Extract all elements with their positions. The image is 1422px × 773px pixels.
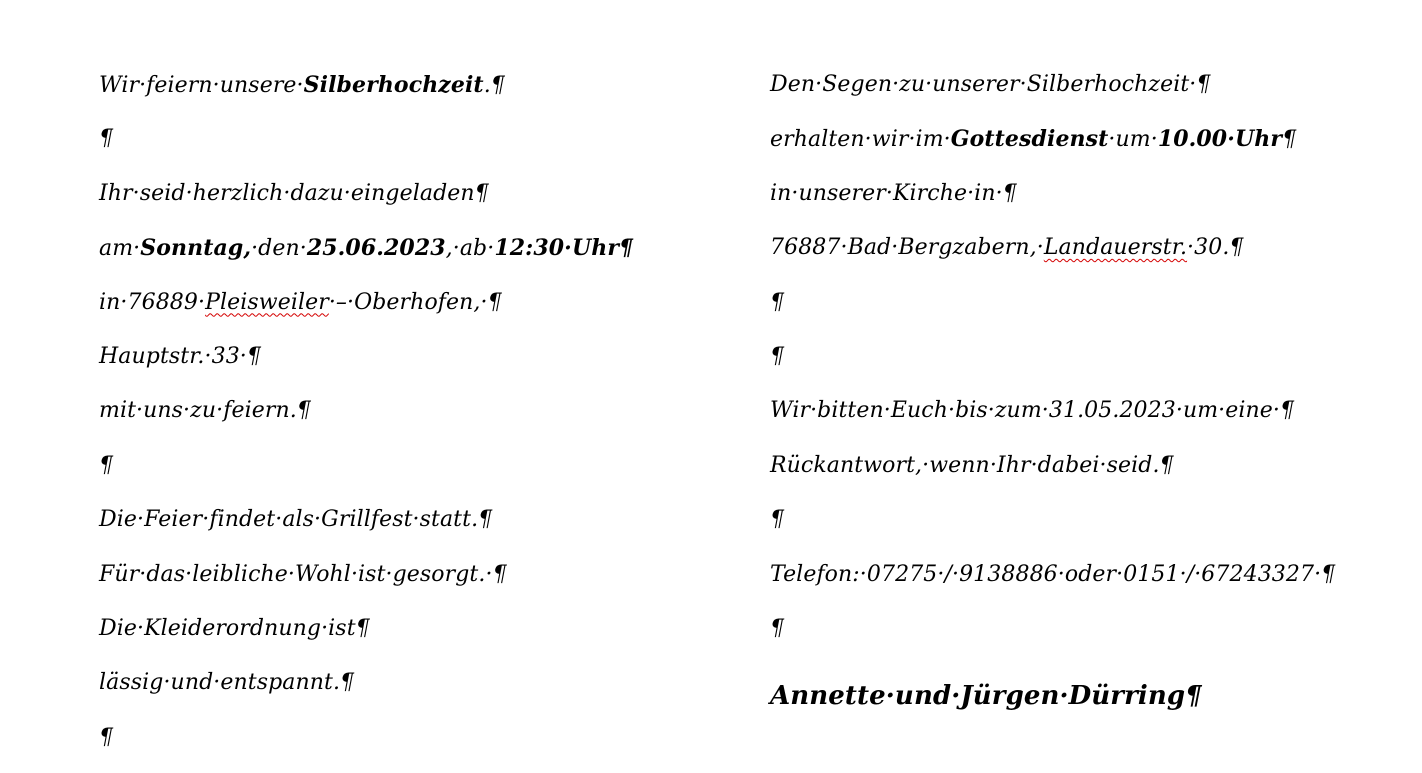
paragraph[interactable] bbox=[770, 66, 1410, 120]
paragraph[interactable] bbox=[770, 392, 1410, 446]
text-run: ·um· bbox=[1108, 127, 1158, 153]
bold-text: Sonntag, bbox=[140, 235, 252, 262]
empty-paragraph[interactable] bbox=[770, 610, 1410, 664]
text-run: ·den· bbox=[251, 236, 307, 262]
text-run: Ihr·seid·herzlich·dazu·eingeladen¶ bbox=[99, 180, 489, 206]
text-run: in·unserer·Kirche·in·¶ bbox=[770, 180, 1017, 206]
text-run: lässig·und·entspannt.¶ bbox=[99, 670, 355, 696]
empty-paragraph[interactable] bbox=[770, 338, 1410, 392]
bold-text: Silberhochzeit bbox=[303, 72, 484, 98]
pilcrow-mark: ¶ bbox=[770, 615, 785, 641]
misspelled-word[interactable]: Landauerstr. bbox=[1043, 235, 1188, 261]
paragraph[interactable] bbox=[99, 66, 739, 120]
paragraph[interactable] bbox=[99, 338, 739, 392]
text-run: .¶ bbox=[483, 73, 505, 98]
text-run: ·30.¶ bbox=[1187, 235, 1244, 261]
paragraph[interactable] bbox=[99, 284, 739, 338]
pilcrow-mark: ¶ bbox=[99, 724, 114, 750]
text-run: Wir·bitten·Euch·bis·zum·31.05.2023·um·eine·¶ bbox=[770, 398, 1295, 424]
empty-paragraph[interactable] bbox=[99, 120, 739, 174]
paragraph[interactable] bbox=[99, 664, 739, 718]
paragraph[interactable] bbox=[99, 501, 739, 555]
paragraph[interactable] bbox=[99, 229, 739, 283]
text-run: 76887·Bad·Bergzabern,· bbox=[770, 235, 1044, 261]
text-run: Wir·feiern·unsere· bbox=[99, 73, 304, 98]
paragraph[interactable] bbox=[99, 610, 739, 664]
pilcrow-mark: ¶ bbox=[99, 452, 114, 478]
text-run: ¶ bbox=[1282, 127, 1297, 153]
text-run: mit·uns·zu·feiern.¶ bbox=[99, 398, 311, 424]
text-run: Telefon:·07275·/·9138886·oder·0151·/·67243327·¶ bbox=[770, 561, 1336, 587]
text-run: Die·Kleiderordnung·ist¶ bbox=[99, 615, 370, 641]
signature-paragraph[interactable] bbox=[770, 664, 1410, 728]
text-run: ·–·Oberhofen,·¶ bbox=[328, 289, 502, 315]
paragraph[interactable] bbox=[770, 229, 1410, 283]
text-run: Für·das·leibliche·Wohl·ist·gesorgt.·¶ bbox=[99, 561, 507, 587]
empty-paragraph[interactable] bbox=[99, 719, 739, 773]
pilcrow-mark: ¶ bbox=[99, 126, 114, 152]
paragraph[interactable] bbox=[770, 175, 1410, 229]
paragraph[interactable] bbox=[770, 556, 1410, 610]
text-run: in·76889· bbox=[99, 289, 206, 315]
right-column bbox=[770, 66, 1410, 728]
pilcrow-mark: ¶ bbox=[770, 507, 785, 533]
paragraph[interactable] bbox=[99, 175, 739, 229]
text-run: am· bbox=[99, 236, 141, 262]
paragraph[interactable] bbox=[99, 556, 739, 610]
paragraph[interactable] bbox=[770, 447, 1410, 501]
left-column bbox=[99, 66, 739, 773]
bold-text: 25.06.2023 bbox=[306, 235, 446, 262]
paragraph[interactable] bbox=[99, 392, 739, 446]
empty-paragraph[interactable] bbox=[770, 284, 1410, 338]
signature-text: Annette·und·Jürgen·Dürring¶ bbox=[770, 681, 1202, 712]
text-run: Den·Segen·zu·unserer·Silberhochzeit·¶ bbox=[770, 72, 1211, 97]
pilcrow-mark: ¶ bbox=[770, 289, 785, 315]
text-run: erhalten·wir·im· bbox=[770, 127, 951, 153]
text-run: Rückantwort,·wenn·Ihr·dabei·seid.¶ bbox=[770, 452, 1174, 478]
empty-paragraph[interactable] bbox=[770, 501, 1410, 555]
misspelled-word[interactable]: Pleisweiler bbox=[205, 289, 329, 315]
pilcrow-mark: ¶ bbox=[770, 343, 785, 369]
empty-paragraph[interactable] bbox=[99, 447, 739, 501]
paragraph[interactable] bbox=[770, 120, 1410, 174]
text-run: Die·Feier·findet·als·Grillfest·statt.¶ bbox=[99, 507, 493, 533]
text-run: ,·ab· bbox=[445, 236, 495, 262]
bold-text: 12:30·Uhr¶ bbox=[494, 235, 634, 262]
bold-text: Gottesdienst bbox=[950, 126, 1109, 153]
text-run: Hauptstr.·33·¶ bbox=[99, 343, 261, 369]
bold-text: 10.00·Uhr bbox=[1157, 126, 1283, 153]
